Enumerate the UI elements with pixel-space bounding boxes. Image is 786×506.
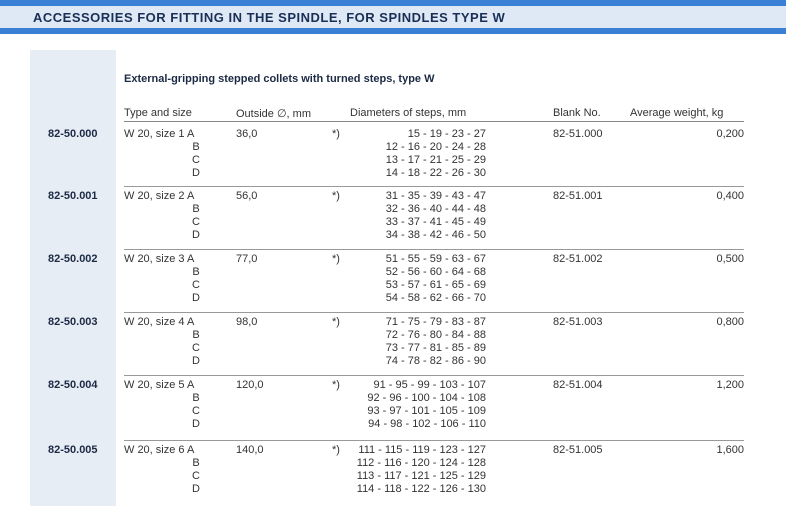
step-diameters: 14 - 18 - 22 - 26 - 30: [385, 167, 486, 179]
step-diameters: 114 - 118 - 122 - 126 - 130: [356, 483, 486, 495]
step-diameters: 33 - 37 - 41 - 45 - 49: [385, 216, 486, 228]
article-code: 82-50.003: [48, 316, 98, 328]
group-rule: [124, 440, 744, 441]
table-subtitle: External-gripping stepped collets with turned steps, type W: [124, 73, 435, 85]
step-diameters: 32 - 36 - 40 - 44 - 48: [385, 203, 486, 215]
type-size: W 20, size 2 A: [124, 190, 195, 202]
step-diameters: 112 - 116 - 120 - 124 - 128: [356, 457, 486, 469]
footnote-mark: *): [332, 379, 340, 391]
type-size: W 20, size 6 A: [124, 444, 195, 456]
outside-diameter: 120,0: [236, 379, 264, 391]
variant: B: [192, 266, 200, 278]
variant: C: [192, 154, 200, 166]
step-diameters: 12 - 16 - 20 - 24 - 28: [385, 141, 486, 153]
average-weight: 0,800: [716, 316, 744, 328]
blank-number: 82-51.001: [553, 190, 603, 202]
outside-diameter: 140,0: [236, 444, 264, 456]
column-header-weight: Average weight, kg: [630, 107, 724, 119]
variant: D: [192, 167, 200, 179]
step-diameters: 13 - 17 - 21 - 25 - 29: [385, 154, 486, 166]
step-diameters: 31 - 35 - 39 - 43 - 47: [385, 190, 486, 202]
variant: C: [192, 342, 200, 354]
step-diameters: 53 - 57 - 61 - 65 - 69: [385, 279, 486, 291]
blank-number: 82-51.000: [553, 128, 603, 140]
variant: D: [192, 292, 200, 304]
average-weight: 1,600: [716, 444, 744, 456]
outside-diameter: 36,0: [236, 128, 258, 140]
outside-diameter: 98,0: [236, 316, 258, 328]
type-size: W 20, size 3 A: [124, 253, 195, 265]
blank-number: 82-51.003: [553, 316, 603, 328]
article-code: 82-50.004: [48, 379, 98, 391]
step-diameters: 15 - 19 - 23 - 27: [407, 128, 486, 140]
variant: C: [192, 279, 200, 291]
average-weight: 0,400: [716, 190, 744, 202]
article-code: 82-50.001: [48, 190, 98, 202]
step-diameters: 111 - 115 - 119 - 123 - 127: [358, 444, 486, 456]
step-diameters: 92 - 96 - 100 - 104 - 108: [367, 392, 486, 404]
variant: C: [192, 216, 200, 228]
group-rule: [124, 249, 744, 250]
article-code: 82-50.005: [48, 444, 98, 456]
step-diameters: 72 - 76 - 80 - 84 - 88: [385, 329, 486, 341]
variant: D: [192, 483, 200, 495]
column-header-diameters: Diameters of steps, mm: [350, 107, 467, 119]
average-weight: 0,200: [716, 128, 744, 140]
step-diameters: 51 - 55 - 59 - 63 - 67: [385, 253, 486, 265]
outside-diameter: 77,0: [236, 253, 258, 265]
column-header-type: Type and size: [124, 107, 192, 119]
step-diameters: 74 - 78 - 82 - 86 - 90: [385, 355, 486, 367]
step-diameters: 71 - 75 - 79 - 83 - 87: [385, 316, 486, 328]
column-header-blank: Blank No.: [553, 107, 601, 119]
footnote-mark: *): [332, 444, 340, 456]
footnote-mark: *): [332, 190, 340, 202]
group-rule: [124, 375, 744, 376]
average-weight: 1,200: [716, 379, 744, 391]
step-diameters: 52 - 56 - 60 - 64 - 68: [385, 266, 486, 278]
article-code: 82-50.000: [48, 128, 98, 140]
left-code-band: [30, 50, 116, 506]
variant: C: [192, 470, 200, 482]
group-rule: [124, 312, 744, 313]
type-size: W 20, size 1 A: [124, 128, 195, 140]
group-rule: [124, 186, 744, 187]
variant: B: [192, 392, 200, 404]
step-diameters: 91 - 95 - 99 - 103 - 107: [373, 379, 486, 391]
variant: B: [192, 457, 200, 469]
footnote-mark: *): [332, 316, 340, 328]
variant: D: [192, 418, 200, 430]
step-diameters: 73 - 77 - 81 - 85 - 89: [385, 342, 486, 354]
column-header-outside: Outside ∅, mm: [236, 108, 311, 120]
page-title: ACCESSORIES FOR FITTING IN THE SPINDLE, FOR SPINDLES TYPE W: [33, 10, 506, 25]
footnote-mark: *): [332, 128, 340, 140]
blank-number: 82-51.005: [553, 444, 603, 456]
average-weight: 0,500: [716, 253, 744, 265]
variant: D: [192, 355, 200, 367]
variant: D: [192, 229, 200, 241]
step-diameters: 113 - 117 - 121 - 125 - 129: [356, 470, 486, 482]
header-rule: [124, 121, 744, 122]
outside-diameter: 56,0: [236, 190, 258, 202]
article-code: 82-50.002: [48, 253, 98, 265]
variant: B: [192, 203, 200, 215]
type-size: W 20, size 4 A: [124, 316, 195, 328]
variant: B: [192, 329, 200, 341]
blank-number: 82-51.004: [553, 379, 603, 391]
type-size: W 20, size 5 A: [124, 379, 195, 391]
step-diameters: 93 - 97 - 101 - 105 - 109: [367, 405, 486, 417]
step-diameters: 54 - 58 - 62 - 66 - 70: [385, 292, 486, 304]
step-diameters: 34 - 38 - 42 - 46 - 50: [385, 229, 486, 241]
variant: C: [192, 405, 200, 417]
footnote-mark: *): [332, 253, 340, 265]
blank-number: 82-51.002: [553, 253, 603, 265]
variant: B: [192, 141, 200, 153]
step-diameters: 94 - 98 - 102 - 106 - 110: [368, 418, 486, 430]
